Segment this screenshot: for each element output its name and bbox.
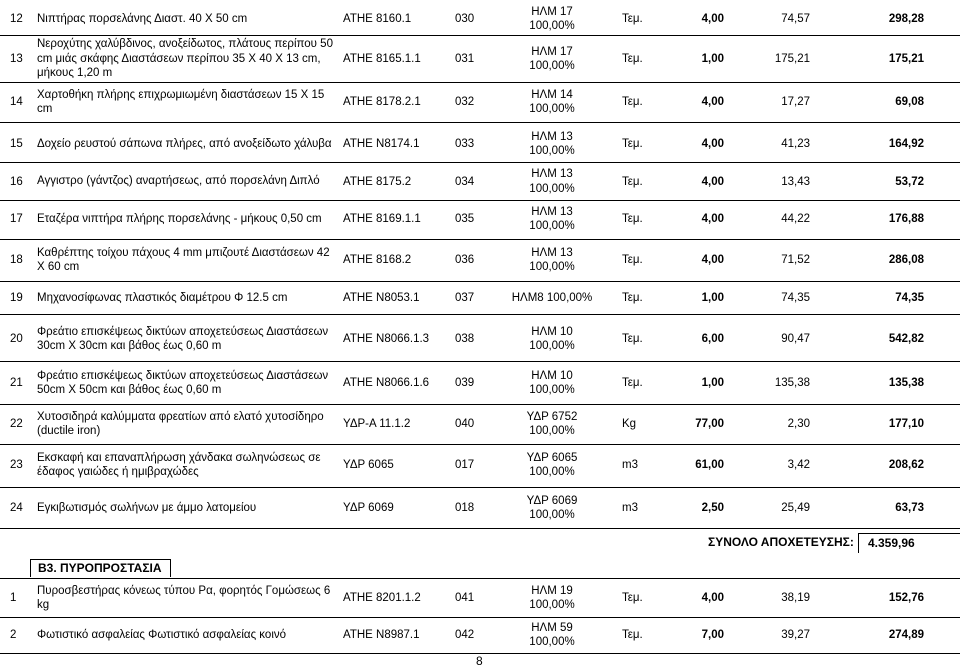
item-number: 23 — [10, 459, 23, 471]
item-unit: Τεμ. — [622, 175, 643, 188]
item-total: 69,08 — [895, 96, 924, 108]
item-description: Νεροχύτης χαλύβδινος, ανοξείδωτος, πλάτους περίπου 50 cm μιάς σκάφης Διαστάσεων περίπου 35 Χ 40 Χ 13 cm, μήκους 1,20 m — [37, 38, 333, 80]
item-code: ΑΤΗΕ Ν8066.1.3 — [343, 333, 430, 345]
item-number: 18 — [10, 254, 23, 266]
item-code: ΑΤΗΕ 8201.1.2 — [343, 592, 421, 604]
row-divider — [0, 122, 960, 123]
table-row — [0, 444, 960, 486]
price-percent: 100,00% — [529, 636, 575, 648]
row-divider — [0, 528, 960, 529]
price-percent: 100,00% — [529, 103, 575, 115]
item-number: 19 — [10, 292, 23, 304]
article-number: 036 — [455, 254, 475, 266]
price-code: ΗΛΜ8 100,00% — [511, 291, 593, 304]
item-total: 177,10 — [888, 418, 924, 430]
price-percent: 100,00% — [529, 145, 575, 157]
table-row — [0, 404, 960, 444]
item-quantity: 4,00 — [701, 254, 724, 266]
price-code: ΗΛΜ 10 — [531, 325, 573, 338]
item-quantity: 7,00 — [701, 629, 724, 641]
row-divider — [0, 239, 960, 240]
row-divider — [0, 281, 960, 282]
item-total: 53,72 — [895, 175, 924, 188]
price-reference — [508, 318, 596, 360]
table-row — [0, 163, 960, 200]
item-description: Πυροσβεστήρας κόνεως τύπου Ρα, φορητός Γομώσεως 6 kg — [37, 584, 331, 611]
price-percent: 100,00% — [529, 599, 575, 611]
item-number: 2 — [10, 629, 17, 641]
price-code: ΗΛΜ 13 — [531, 205, 573, 218]
article-number: 042 — [455, 629, 475, 641]
section-title-left-border — [30, 559, 31, 577]
article-number: 032 — [455, 96, 475, 108]
section-title-right-border — [170, 559, 171, 577]
price-code: ΗΛΜ 13 — [531, 168, 573, 181]
item-number: 24 — [10, 502, 23, 514]
table-row — [0, 125, 960, 163]
row-divider — [0, 162, 960, 163]
price-code: ΗΛΜ 14 — [531, 88, 573, 101]
item-description: Εγκιβωτισμός σωλήνων με άμμο λατομείου — [37, 501, 257, 514]
item-code: ΑΤΗΕ Ν8053.1 — [343, 292, 420, 304]
article-number: 018 — [455, 502, 475, 514]
table-row — [0, 200, 960, 238]
item-total: 152,76 — [888, 592, 924, 604]
item-description: Φρεάτιο επισκέψεως δικτύων αποχετεύσεως Διαστάσεων 30cm Χ 30cm και βάθος έως 0,60 m — [37, 325, 329, 352]
item-unit-price: 13,43 — [781, 175, 810, 188]
summary-label: ΣΥΝΟΛΟ ΑΠΟΧΕΤΕΥΣΗΣ: — [708, 535, 854, 549]
item-unit: Τεμ. — [622, 629, 643, 641]
item-unit: Τεμ. — [622, 254, 643, 266]
item-quantity: 1,00 — [701, 292, 724, 304]
table-row — [0, 617, 960, 653]
price-reference — [508, 617, 596, 653]
price-percent: 100,00% — [529, 20, 575, 32]
price-percent: 100,00% — [529, 182, 575, 195]
item-unit-price: 25,49 — [781, 502, 810, 514]
article-number: 033 — [455, 138, 475, 150]
item-description: Χαρτοθήκη πλήρης επιχρωμιωμένη διαστάσεων 15 Χ 15 cm — [37, 88, 325, 115]
price-code: ΥΔΡ 6752 — [526, 410, 578, 423]
price-reference — [508, 84, 596, 120]
price-code: ΗΛΜ 59 — [531, 621, 573, 634]
item-code: ΥΔΡ 6069 — [343, 502, 394, 514]
price-reference — [508, 200, 596, 238]
table-row — [0, 284, 960, 312]
item-unit: m3 — [622, 459, 638, 471]
price-percent: 100,00% — [529, 60, 575, 72]
item-unit-price: 135,38 — [774, 377, 810, 389]
price-percent: 100,00% — [529, 220, 575, 232]
price-code: ΗΛΜ 19 — [531, 584, 573, 597]
article-number: 041 — [455, 592, 475, 604]
table-row — [0, 580, 960, 616]
item-description: Μηχανοσίφωνας πλαστικός διαμέτρου Φ 12.5 cm — [37, 291, 288, 304]
price-reference — [508, 444, 596, 486]
item-total: 542,82 — [888, 333, 924, 345]
row-divider — [0, 361, 960, 362]
item-unit-price: 41,23 — [781, 138, 810, 150]
price-code: ΥΔΡ 6069 — [526, 494, 578, 507]
item-total: 298,28 — [888, 13, 924, 25]
item-unit-price: 74,57 — [781, 13, 810, 25]
price-reference — [508, 404, 596, 444]
page-number: 8 — [476, 654, 483, 668]
item-code: ΥΔΡ-Α 11.1.2 — [343, 418, 411, 430]
item-unit-price: 39,27 — [781, 629, 810, 641]
price-reference — [508, 284, 596, 312]
item-total: 74,35 — [895, 292, 924, 304]
row-divider — [0, 82, 960, 83]
price-reference — [508, 240, 596, 280]
article-number: 038 — [455, 333, 475, 345]
item-description: Δοχείο ρευστού σάπωνα πλήρες, από ανοξείδωτο χάλυβα — [37, 137, 332, 150]
article-number: 017 — [455, 459, 475, 471]
item-unit: Τεμ. — [622, 292, 643, 304]
item-code: ΑΤΗΕ 8168.2 — [343, 254, 412, 266]
item-total: 208,62 — [888, 459, 924, 471]
item-number: 15 — [10, 138, 23, 150]
price-reference — [508, 163, 596, 200]
summary-divider — [858, 533, 859, 553]
item-description: Εκσκαφή και επαναπλήρωση χάνδακα σωληνώσεως σε έδαφος γαιώδες ή ημιβραχώδες — [37, 451, 321, 478]
item-unit-price: 90,47 — [781, 333, 810, 345]
item-quantity: 61,00 — [695, 459, 724, 471]
item-description: Φρεάτιο επισκέψεως δικτύων αποχετεύσεως Διαστάσεων 50cm Χ 50cm και βάθος έως 0,60 m — [37, 369, 329, 396]
table-row — [0, 38, 960, 80]
item-description: Αγγιστρο (γάντζος) αναρτήσεως, από πορσελάνη Διπλό — [37, 175, 320, 188]
item-number: 16 — [10, 175, 23, 188]
item-code: ΑΤΗΕ 8178.2.1 — [343, 96, 421, 108]
price-percent: 100,00% — [529, 509, 575, 521]
price-code: ΗΛΜ 13 — [531, 246, 573, 259]
price-code: ΗΛΜ 13 — [531, 130, 573, 143]
item-quantity: 4,00 — [701, 592, 724, 604]
item-total: 274,89 — [888, 629, 924, 641]
item-total: 175,21 — [888, 53, 924, 65]
item-unit-price: 17,27 — [781, 96, 810, 108]
price-percent: 100,00% — [529, 425, 575, 437]
item-code: ΑΤΗΕ 8165.1.1 — [343, 53, 421, 65]
article-number: 039 — [455, 377, 475, 389]
price-reference — [508, 580, 596, 616]
item-unit-price: 44,22 — [781, 213, 810, 225]
item-quantity: 4,00 — [701, 138, 724, 150]
row-divider — [0, 200, 960, 201]
item-code: ΑΤΗΕ 8160.1 — [343, 13, 412, 25]
price-code: ΗΛΜ 17 — [531, 5, 573, 18]
article-number: 040 — [455, 418, 475, 430]
item-quantity: 4,00 — [701, 96, 724, 108]
price-percent: 100,00% — [529, 466, 575, 478]
item-total: 63,73 — [895, 502, 924, 514]
row-divider — [0, 35, 960, 36]
row-divider — [0, 487, 960, 488]
item-code: ΑΤΗΕ 8175.2 — [343, 175, 412, 188]
item-number: 21 — [10, 377, 23, 389]
table-row — [0, 240, 960, 280]
row-divider — [0, 404, 960, 405]
item-description: Νιπτήρας πορσελάνης Διαστ. 40 Χ 50 cm — [37, 12, 248, 25]
item-total: 135,38 — [888, 377, 924, 389]
item-quantity: 6,00 — [701, 333, 724, 345]
item-total: 164,92 — [888, 138, 924, 150]
item-quantity: 4,00 — [701, 213, 724, 225]
item-quantity: 1,00 — [701, 53, 724, 65]
item-number: 17 — [10, 213, 23, 225]
article-number: 037 — [455, 292, 475, 304]
item-description: Καθρέπτης τοίχου πάχους 4 mm μπιζουτέ Διαστάσεων 42 Χ 60 cm — [37, 246, 330, 273]
article-number: 031 — [455, 53, 475, 65]
item-total: 176,88 — [888, 213, 924, 225]
price-reference — [508, 125, 596, 163]
item-number: 1 — [10, 592, 17, 604]
item-unit-price: 3,42 — [787, 459, 810, 471]
item-number: 20 — [10, 333, 23, 345]
table-row — [0, 362, 960, 404]
summary-top-border — [858, 533, 960, 534]
item-total: 286,08 — [888, 254, 924, 266]
item-unit: Τεμ. — [622, 53, 643, 65]
item-quantity: 2,50 — [701, 502, 724, 514]
item-unit: Τεμ. — [622, 13, 643, 25]
item-quantity: 4,00 — [701, 175, 724, 188]
item-unit: Kg — [622, 418, 637, 430]
row-divider — [0, 444, 960, 445]
article-number: 030 — [455, 13, 475, 25]
price-code: ΗΛΜ 10 — [531, 369, 573, 382]
item-quantity: 4,00 — [701, 13, 724, 25]
table-row — [0, 488, 960, 528]
section-title-top-border — [30, 559, 170, 560]
row-divider — [0, 617, 960, 618]
row-divider — [0, 314, 960, 315]
item-unit-price: 71,52 — [781, 254, 810, 266]
item-code: ΑΤΗΕ Ν8174.1 — [343, 138, 420, 150]
item-unit: Τεμ. — [622, 377, 643, 389]
table-row — [0, 4, 960, 34]
item-code: ΑΤΗΕ Ν8066.1.6 — [343, 377, 430, 389]
summary-value: 4.359,96 — [868, 536, 915, 550]
item-quantity: 77,00 — [695, 418, 724, 430]
article-number: 035 — [455, 213, 475, 225]
price-reference — [508, 38, 596, 80]
row-divider — [0, 578, 960, 579]
price-reference — [508, 4, 596, 34]
item-unit-price: 2,30 — [787, 418, 810, 430]
price-reference — [508, 362, 596, 404]
item-number: 12 — [10, 13, 23, 25]
item-description: Εταζέρα νιπτήρα πλήρης πορσελάνης - μήκους 0,50 cm — [37, 212, 322, 225]
item-quantity: 1,00 — [701, 377, 724, 389]
price-percent: 100,00% — [529, 261, 575, 273]
table-row — [0, 84, 960, 120]
price-percent: 100,00% — [529, 340, 575, 352]
item-unit: m3 — [622, 502, 638, 514]
item-number: 22 — [10, 418, 23, 430]
price-code: ΗΛΜ 17 — [531, 45, 573, 58]
item-unit: Τεμ. — [622, 592, 643, 604]
item-unit-price: 74,35 — [781, 292, 810, 304]
item-unit: Τεμ. — [622, 333, 643, 345]
item-unit: Τεμ. — [622, 138, 643, 150]
item-code: ΑΤΗΕ Ν8987.1 — [343, 629, 420, 641]
item-unit-price: 38,19 — [781, 592, 810, 604]
item-code: ΑΤΗΕ 8169.1.1 — [343, 213, 421, 225]
item-number: 13 — [10, 53, 23, 65]
item-number: 14 — [10, 96, 23, 108]
item-unit: Τεμ. — [622, 213, 643, 225]
section-title: Β3. ΠΥΡΟΠΡΟΣΤΑΣΙΑ — [38, 561, 162, 575]
price-reference — [508, 488, 596, 528]
item-unit-price: 175,21 — [774, 53, 810, 65]
item-code: ΥΔΡ 6065 — [343, 459, 394, 471]
item-unit: Τεμ. — [622, 96, 643, 108]
item-description: Χυτοσιδηρά καλύμματα φρεατίων από ελατό χυτοσίδηρο (ductile iron) — [37, 410, 324, 437]
item-description: Φωτιστικό ασφαλείας Φωτιστικό ασφαλείας κοινό — [37, 628, 287, 641]
price-percent: 100,00% — [529, 384, 575, 396]
table-row — [0, 318, 960, 360]
article-number: 034 — [455, 175, 475, 188]
price-code: ΥΔΡ 6065 — [526, 451, 578, 464]
